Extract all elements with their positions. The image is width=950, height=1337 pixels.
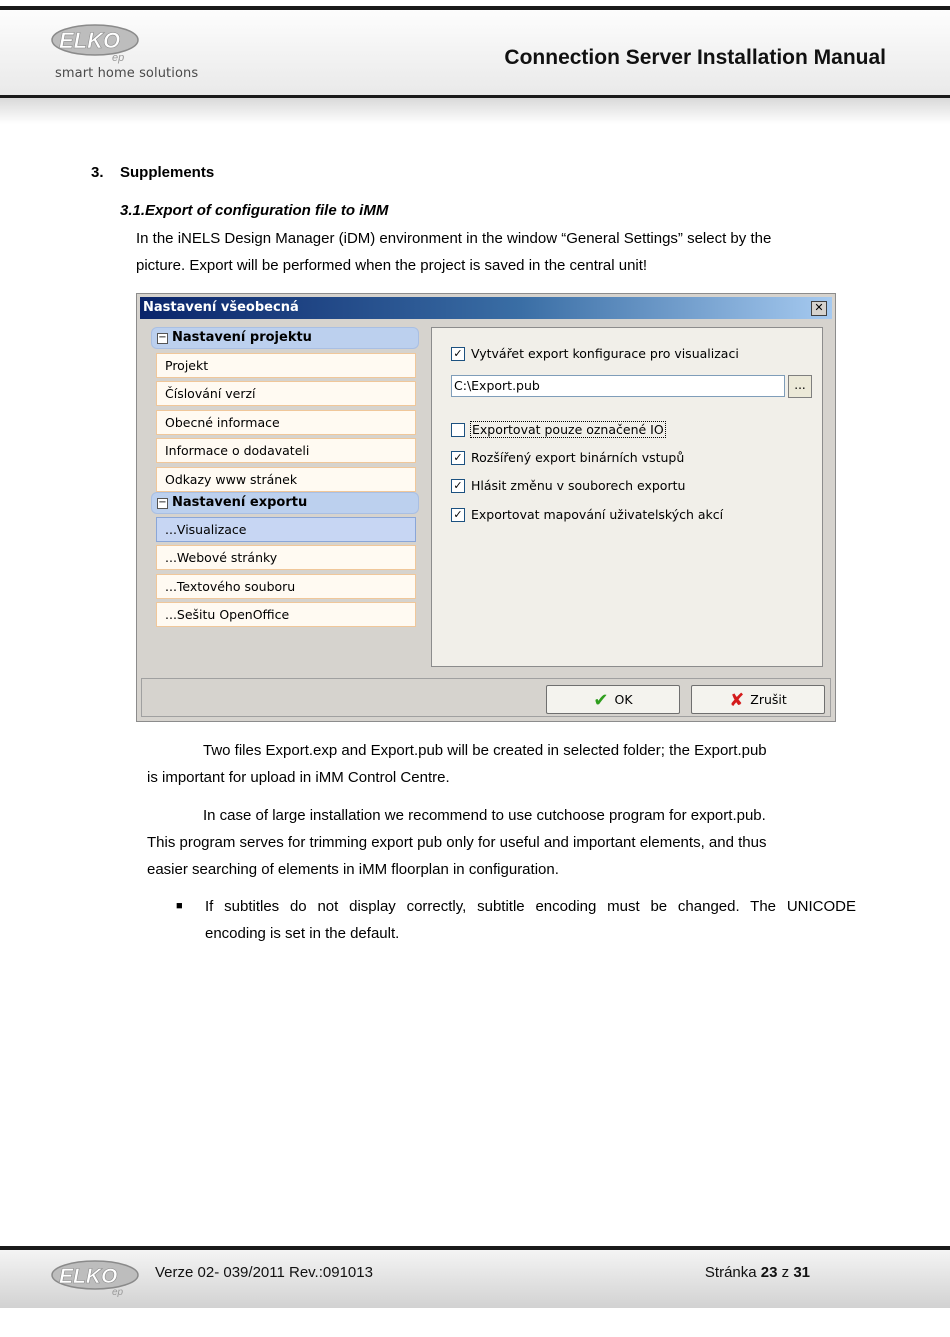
dialog-titlebar [140,297,832,319]
page-current: 23 [760,1264,778,1281]
footer-elko-logo [50,1258,145,1298]
subtitle-bullet-text [205,893,856,947]
collapse-icon[interactable]: − [158,332,167,343]
intro-line-2: picture. Export will be performed when the project is saved in the central unit! [136,257,648,274]
intro-paragraph [136,225,836,279]
extended-binary-export-option[interactable] [451,449,684,467]
extended-binary-export-label: Rozšířený export binárních vstupů [471,450,685,465]
footer-logo-wordmark: ELKO [59,1265,118,1288]
ok-label: OK [614,692,633,707]
cancel-label: Zrušit [750,692,787,707]
subtitle-bullet-line-2: encoding is set in the default. [205,925,400,942]
footer-logo-ep: ep [112,1287,124,1298]
report-file-change-label: Hlásit změnu v souborech exportu [471,478,686,493]
close-icon[interactable]: ✕ [811,301,827,316]
square-bullet-icon: ■ [176,900,183,912]
large-installation-paragraph [147,802,847,883]
dialog-title: Nastavení všeobecná [143,300,299,315]
tree-item-obecne-informace[interactable]: Obecné informace [156,410,416,435]
export-settings-panel [431,327,823,667]
browse-button[interactable]: ... [788,375,812,398]
page-prefix: Stránka [704,1264,757,1281]
tree-item-visualizace[interactable]: ...Visualizace [156,517,416,542]
page-separator: z [781,1264,790,1281]
tree-item-informace-o-dodavateli[interactable]: Informace o dodavateli [156,438,416,463]
export-files-paragraph [147,737,847,791]
ok-button[interactable] [546,685,680,714]
tagline: smart home solutions [55,66,199,81]
tree-item-odkazy-www[interactable]: Odkazy www stránek [156,467,416,492]
tree-item-projekt[interactable]: Projekt [156,353,416,378]
create-export-label: Vytvářet export konfigurace pro visualizaci [471,346,739,361]
subsection-heading: 3.1.Export of configuration file to iMM [120,202,389,219]
export-selected-only-option[interactable] [451,421,665,439]
large-installation-line-1: In case of large installation we recommend to use cutchoose program for export.pub. [203,807,766,824]
report-file-change-checkbox[interactable]: ✓ [451,479,465,493]
settings-dialog [136,293,836,722]
tree-group-label: Nastavení exportu [172,495,308,510]
x-icon: ✘ [729,690,745,711]
logo-wordmark: ELKO [59,28,121,53]
export-selected-only-checkbox[interactable] [451,423,465,437]
section-heading [91,164,214,181]
subtitle-bullet-line-1: If subtitles do not display correctly, subtitle encoding must be changed. The UNICODE [205,898,856,915]
export-files-line-1: Two files Export.exp and Export.pub will be created in selected folder; the Export.pub [203,742,767,759]
section-title: Supplements [120,164,215,181]
extended-binary-export-checkbox[interactable]: ✓ [451,451,465,465]
export-user-actions-label: Exportovat mapování uživatelských akcí [471,507,724,522]
create-export-option[interactable] [451,345,739,363]
collapse-icon[interactable]: − [158,497,167,508]
tree-group-export[interactable] [151,492,419,514]
dialog-button-bar [141,678,831,717]
cancel-button[interactable] [691,685,825,714]
subtitle-bullet [176,893,856,947]
tree-group-label: Nastavení projektu [172,330,312,345]
export-selected-only-label: Exportovat pouze označené IO [472,422,664,437]
create-export-checkbox[interactable]: ✓ [451,347,465,361]
tree-item-cislovani-verzi[interactable]: Číslování verzí [156,381,416,406]
logo-ep: ep [112,52,125,64]
page-total: 31 [793,1264,810,1281]
large-installation-line-3: easier searching of elements in iMM floorplan in configuration. [147,861,559,878]
large-installation-line-2: This program serves for trimming export pub only for useful and important elements, and thus [147,834,767,851]
tree-item-textoveho-souboru[interactable]: ...Textového souboru [156,574,416,599]
export-user-actions-option[interactable] [451,506,723,524]
export-user-actions-checkbox[interactable]: ✓ [451,508,465,522]
footer-version: Verze 02- 039/2011 Rev.:091013 [155,1264,373,1281]
check-icon: ✔ [593,690,609,711]
tree-group-project[interactable] [151,327,419,349]
export-files-line-2: is important for upload in iMM Control Centre. [147,769,450,786]
tree-item-webove-stranky[interactable]: ...Webové stránky [156,545,416,570]
intro-line-1: In the iNELS Design Manager (iDM) environment in the window “General Settings” select by the [136,230,772,247]
header-shadow [0,98,950,124]
section-number: 3. [91,164,104,181]
manual-title: Connection Server Installation Manual [504,46,886,69]
export-path-input[interactable]: C:\Export.pub [451,375,785,397]
tree-item-sesitu-openoffice[interactable]: ...Sešitu OpenOffice [156,602,416,627]
report-file-change-option[interactable] [451,477,685,495]
footer-page-number [705,1264,810,1281]
